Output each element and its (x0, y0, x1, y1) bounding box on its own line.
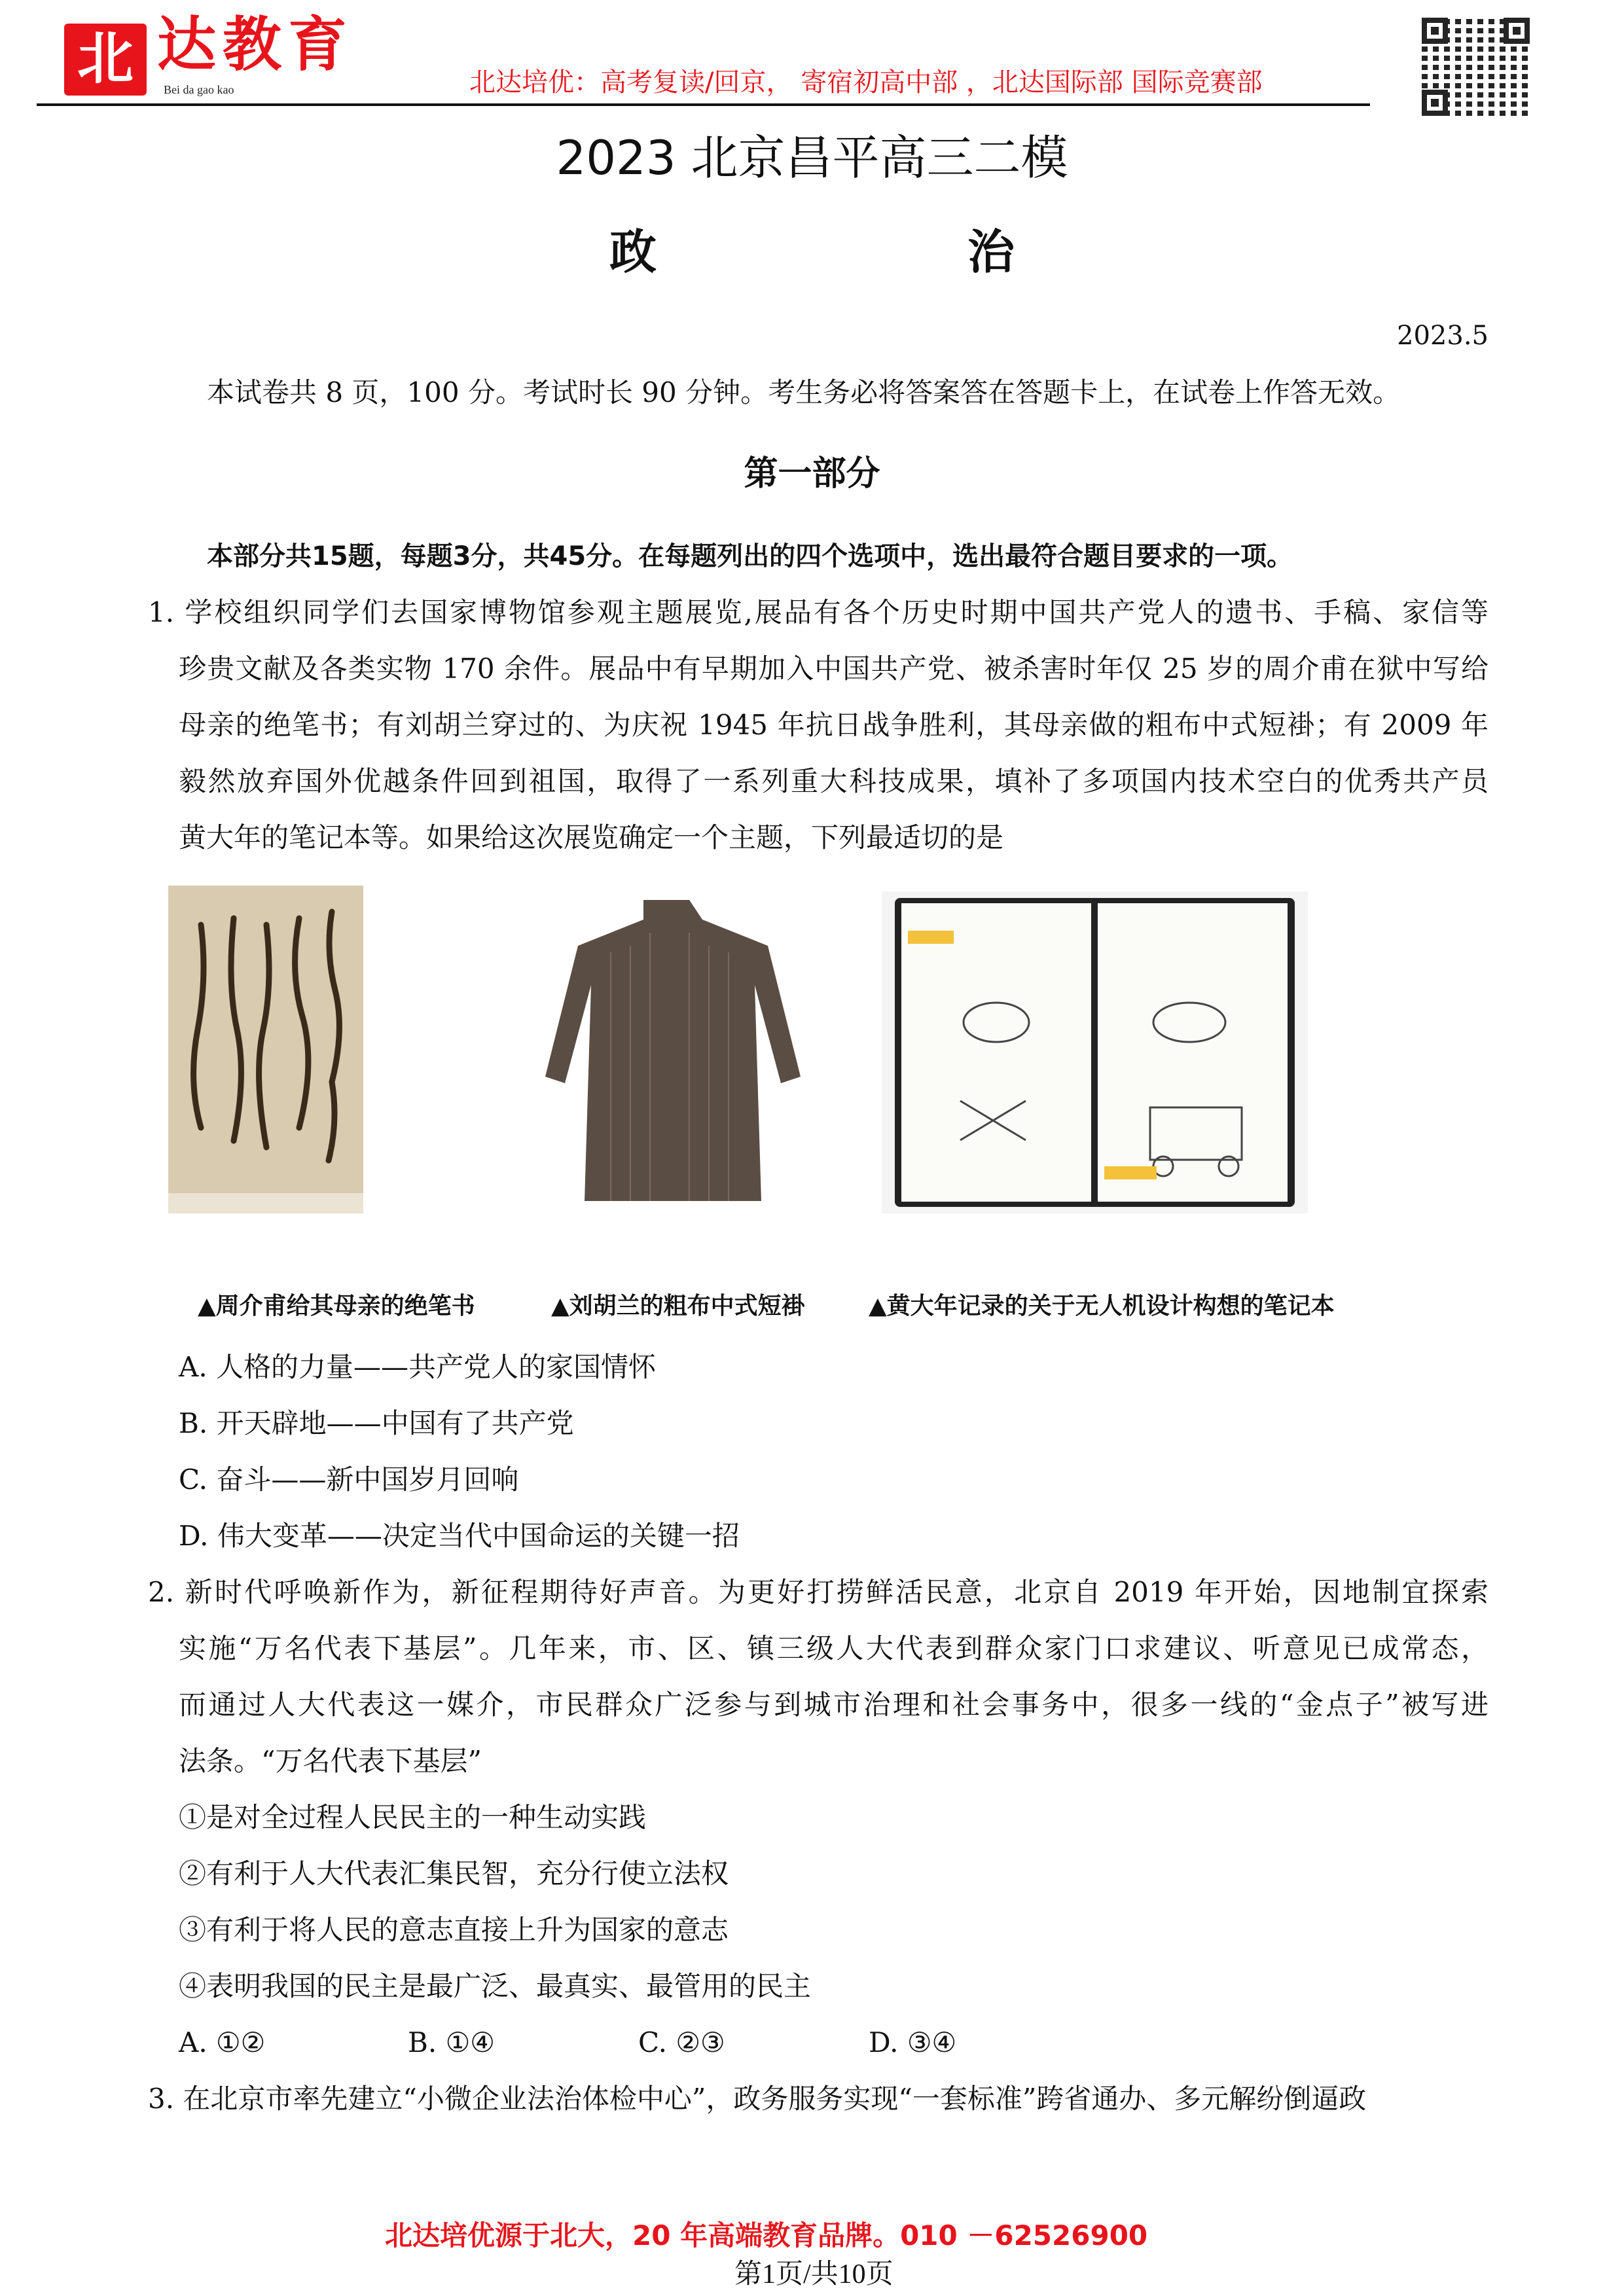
caption-letter: ▲周介甫给其母亲的绝笔书 (198, 1293, 475, 1319)
footer-ad: 北达培优源于北大，20 年高端教育品牌。010 －62526900 (385, 2219, 1148, 2251)
header-slogan: 北达培优：高考复读/回京， 寄宿初高中部 ，北达国际部 国际竞赛部 (469, 67, 1263, 98)
q2-option: B. ①④ (408, 2026, 495, 2058)
notebook-image (882, 891, 1308, 1213)
logo-mark: 北 (64, 24, 147, 96)
exam-date: 2023.5 (1397, 321, 1489, 351)
page-number: 第1页/共10页 (734, 2259, 893, 2289)
logo-subtitle: Bei da gao kao (164, 83, 234, 96)
question-2-text: 2. 新时代呼唤新作为，新征程期待好声音。为更好打捞鲜活民意，北京自 2019 年开始，因地制宜探索 (148, 1576, 1489, 1608)
question-1-text: 黄大年的笔记本等。如果给这次展览确定一个主题，下列最适切的是 (179, 821, 1004, 853)
q2-option: C. ②③ (638, 2026, 725, 2058)
q1-option: B. 开天辟地——中国有了共产党 (179, 1407, 574, 1439)
part-instructions: 本部分共15题，每题3分，共45分。在每题列出的四个选项中，选出最符合题目要求的一项。 (207, 541, 1293, 571)
qr-code (1422, 18, 1530, 116)
header-rule (37, 103, 1370, 106)
question-2-text: 法条。“万名代表下基层” (179, 1745, 482, 1777)
part-title: 第一部分 (744, 454, 880, 493)
caption-jacket: ▲刘胡兰的粗布中式短褂 (551, 1293, 805, 1319)
instructions: 本试卷共 8 页，100 分。考试时长 90 分钟。考生务必将答案答在答题卡上，在试卷上作答无效。 (207, 376, 1401, 408)
q1-option: C. 奋斗——新中国岁月回响 (179, 1463, 519, 1496)
logo-text: 达教育 (157, 10, 353, 79)
question-1-text: 毅然放弃国外优越条件回到祖国，取得了一系列重大科技成果，填补了多项国内技术空白的优秀共产员 (179, 765, 1489, 797)
q2-statement: ④表明我国的民主是最广泛、最真实、最管用的民主 (179, 1970, 812, 2002)
letter-image (168, 886, 363, 1213)
question-1-text: 珍贵文献及各类实物 170 余件。展品中有早期加入中国共产党、被杀害时年仅 25 岁的周介甫在狱中写给 (179, 653, 1489, 685)
question-1-text: 1. 学校组织同学们去国家博物馆参观主题展览,展品有各个历史时期中国共产党人的遗书、手稿、家信等 (148, 596, 1489, 628)
question-3-text: 3. 在北京市率先建立“小微企业法治体检中心”，政务服务实现“一套标准”跨省通办、多元解纷倒逼政 (148, 2083, 1367, 2115)
subject-title: 政 治 (609, 224, 1113, 279)
jacket-image (539, 893, 804, 1213)
q2-statement: ①是对全过程人民民主的一种生动实践 (179, 1801, 647, 1833)
q2-option: D. ③④ (869, 2026, 957, 2058)
q1-option: A. 人格的力量——共产党人的家国情怀 (179, 1351, 657, 1383)
q2-statement: ③有利于将人民的意志直接上升为国家的意志 (179, 1914, 729, 1946)
q2-statement: ②有利于人大代表汇集民智，充分行使立法权 (179, 1857, 729, 1890)
question-2-text: 实施“万名代表下基层”。几年来，市、区、镇三级人大代表到群众家门口求建议、听意见已成常态， (179, 1632, 1489, 1664)
exam-title: 2023 北京昌平高三二模 (556, 130, 1068, 185)
question-2-text: 而通过人大代表这一媒介，市民群众广泛参与到城市治理和社会事务中，很多一线的“金点子”被写进 (179, 1689, 1489, 1721)
question-1-text: 母亲的绝笔书；有刘胡兰穿过的、为庆祝 1945 年抗日战争胜利，其母亲做的粗布中式短褂；有 2009 年 (179, 709, 1489, 741)
caption-notebook: ▲黄大年记录的关于无人机设计构想的笔记本 (869, 1293, 1335, 1319)
q1-option: D. 伟大变革——决定当代中国命运的关键一招 (179, 1520, 740, 1552)
q2-option: A. ①② (179, 2026, 266, 2058)
